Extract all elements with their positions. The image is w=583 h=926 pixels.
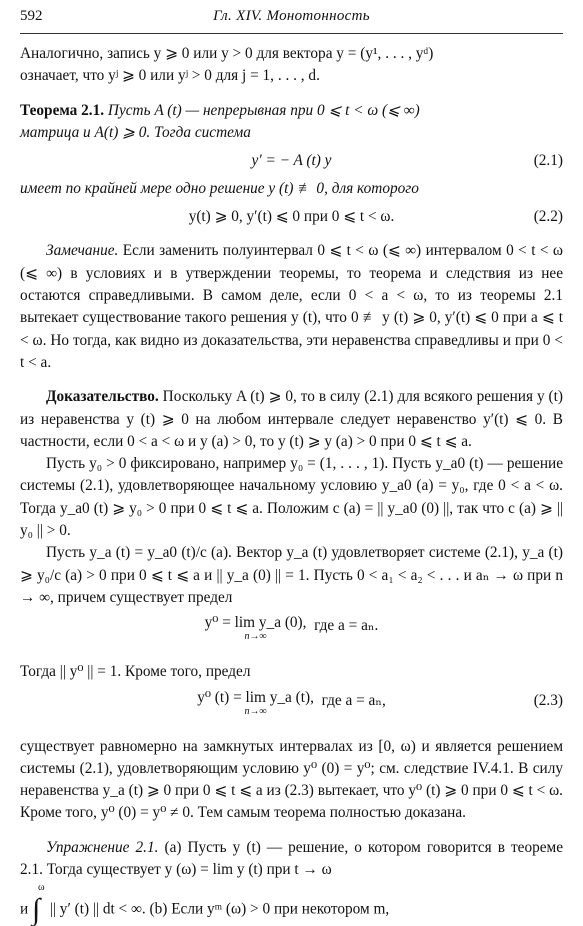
paragraph-fix-y0 — [20, 453, 563, 542]
integral-upper-limit: ω — [38, 882, 45, 894]
paragraph-exists — [20, 736, 563, 825]
text-line: означает, что yʲ ⩾ 0 или yʲ > 0 для j = 1, . . . , d. — [20, 67, 320, 85]
proof-label: Доказательство. — [46, 388, 159, 406]
paragraph-text: Пусть y₀ > 0 фиксировано, например y₀ = (1, . . . , 1). Пусть y_a0 (t) — решение системы (2.1), удовлетворяющее начальному условию y_a0 (a) = y₀, где 0 < a < ω. Тогда y_a0 (t) ⩾ y₀ > 0 при 0 ⩽ t ⩽ a. Положим c (a) = || y_a0 (0) ||, так что c (a) ⩾ || y₀ || > 0. — [20, 455, 563, 540]
limit-subscript: n→∞ — [244, 631, 267, 643]
remark-label: Замечание. — [46, 242, 119, 260]
exercise-text: (a) Пусть y (t) — решение, о котором говорится в теореме 2.1. Тогда существует y (ω) = lim y (t) при t → ω — [20, 838, 563, 879]
integral-sign: ∫ ω — [32, 882, 45, 926]
equation-body — [20, 615, 563, 643]
chapter-title: Гл. XIV. Монотонность — [213, 8, 370, 24]
exercise-text: || y′ (t) || dt < ∞. (b) Если yᵐ (ω) > 0 при некотором m, — [49, 900, 390, 918]
equation-number: (2.3) — [533, 691, 563, 709]
equation-2-1 — [20, 146, 563, 176]
limit-condition: где a = aₙ, — [321, 691, 386, 709]
page-header — [20, 5, 563, 27]
proof-text: Поскольку A (t) ⩾ 0, то в силу (2.1) для всякого решения y (t) из неравенства y (t) ⩾ 0 на любом интервале следует неравенство y′(t) ⩽ 0. В частности, если 0 < a < ω и y (a) > 0, то y (t) ⩾ y (a) > 0 при 0 ⩽ t ⩽ a. — [20, 388, 563, 450]
equation-2-3 — [20, 686, 563, 734]
equation-body: y′ = − A (t) y — [251, 152, 332, 170]
paragraph-text: Тогда || y⁰ || = 1. Кроме того, предел — [20, 663, 251, 681]
exercise-label: Упражнение 2.1. — [46, 838, 159, 856]
limit-expression: y⁰ (t) = lim y_a (t), — [197, 688, 314, 706]
header-rule — [20, 33, 563, 34]
equation-body: y(t) ⩾ 0, y′(t) ⩽ 0 при 0 ⩽ t < ω. — [188, 208, 395, 226]
theorem-text: имеет по крайней мере одно решение y (t) ≢ 0, для которого — [20, 180, 419, 198]
exercise-2-1 — [20, 837, 563, 882]
equation-number: (2.1) — [533, 152, 563, 170]
proof — [20, 386, 563, 453]
paragraph-text: Пусть y_a (t) = y_a0 (t)/c (a). Вектор y_a (t) удовлетворяет системе (2.1), y_a (t) ⩾ y₀/c (a) > 0 при 0 ⩽ t ⩽ a и || y_a (0) || = 1. Пусть 0 < a₁ < a₂ < . . . и aₙ → ω при n → ∞, причем существует предел — [20, 544, 563, 606]
paragraph-text: существует равномерно на замкнутых интервалах из [0, ω) и является решением системы (2.1), удовлетворяющим условию y⁰ (0) = y⁰; см. следствие IV.4.1. В силу неравенства y_a (t) ⩾ 0 при 0 ⩽ t ⩽ a из (2.3) вытекает, что y⁰ (t) ⩾ 0 при 0 ⩽ t < ω. Кроме того, y⁰ (0) = y⁰ ≠ 0. Тем самым теорема полностью доказана. — [20, 737, 563, 822]
theorem-text-cont — [20, 178, 563, 200]
theorem-text: Пусть A (t) — непрерывная при 0 ⩽ t < ω (⩽ ∞) — [104, 101, 420, 119]
equation-body — [20, 690, 563, 718]
paragraph-then — [20, 661, 563, 683]
equation-number: (2.2) — [533, 208, 563, 226]
paragraph-let-ya — [20, 542, 563, 609]
remark — [20, 240, 563, 374]
theorem-label: Теорема 2.1. — [20, 101, 105, 119]
equation-2-2 — [20, 202, 563, 232]
page-number: 592 — [20, 8, 43, 24]
limit-expression: y⁰ = lim y_a (0), — [204, 614, 307, 632]
theorem-2-1 — [20, 100, 563, 145]
limit-subscript: n→∞ — [244, 705, 267, 717]
remark-text: Если заменить полуинтервал 0 ⩽ t < ω (⩽ ∞) интервалом 0 < t < ω (⩽ ∞) в условиях и в утверждении теоремы, то теорема и следствия из нее остаются справедливыми. В самом деле, если 0 < a < ω, то из теоремы 2.1 вытекает существование такого решения y (t), что 0 ≢ y (t) ⩾ 0, y′(t) ⩽ 0 при a ⩽ t < ω. Но тогда, как видно из доказательства, эти неравенства справедливы и при 0 < t < a. — [20, 242, 563, 371]
text-line: Аналогично, запись y ⩾ 0 или y > 0 для вектора y = (y¹, . . . , yᵈ) — [20, 45, 434, 62]
limit-condition: где a = aₙ. — [314, 617, 379, 635]
paragraph-vector-notation — [20, 43, 563, 88]
theorem-text: матрица и A(t) ⩾ 0. Тогда система — [20, 123, 251, 141]
page-body — [20, 43, 563, 925]
exercise-text: и — [20, 900, 29, 918]
equation-limit-y0 — [20, 611, 563, 659]
